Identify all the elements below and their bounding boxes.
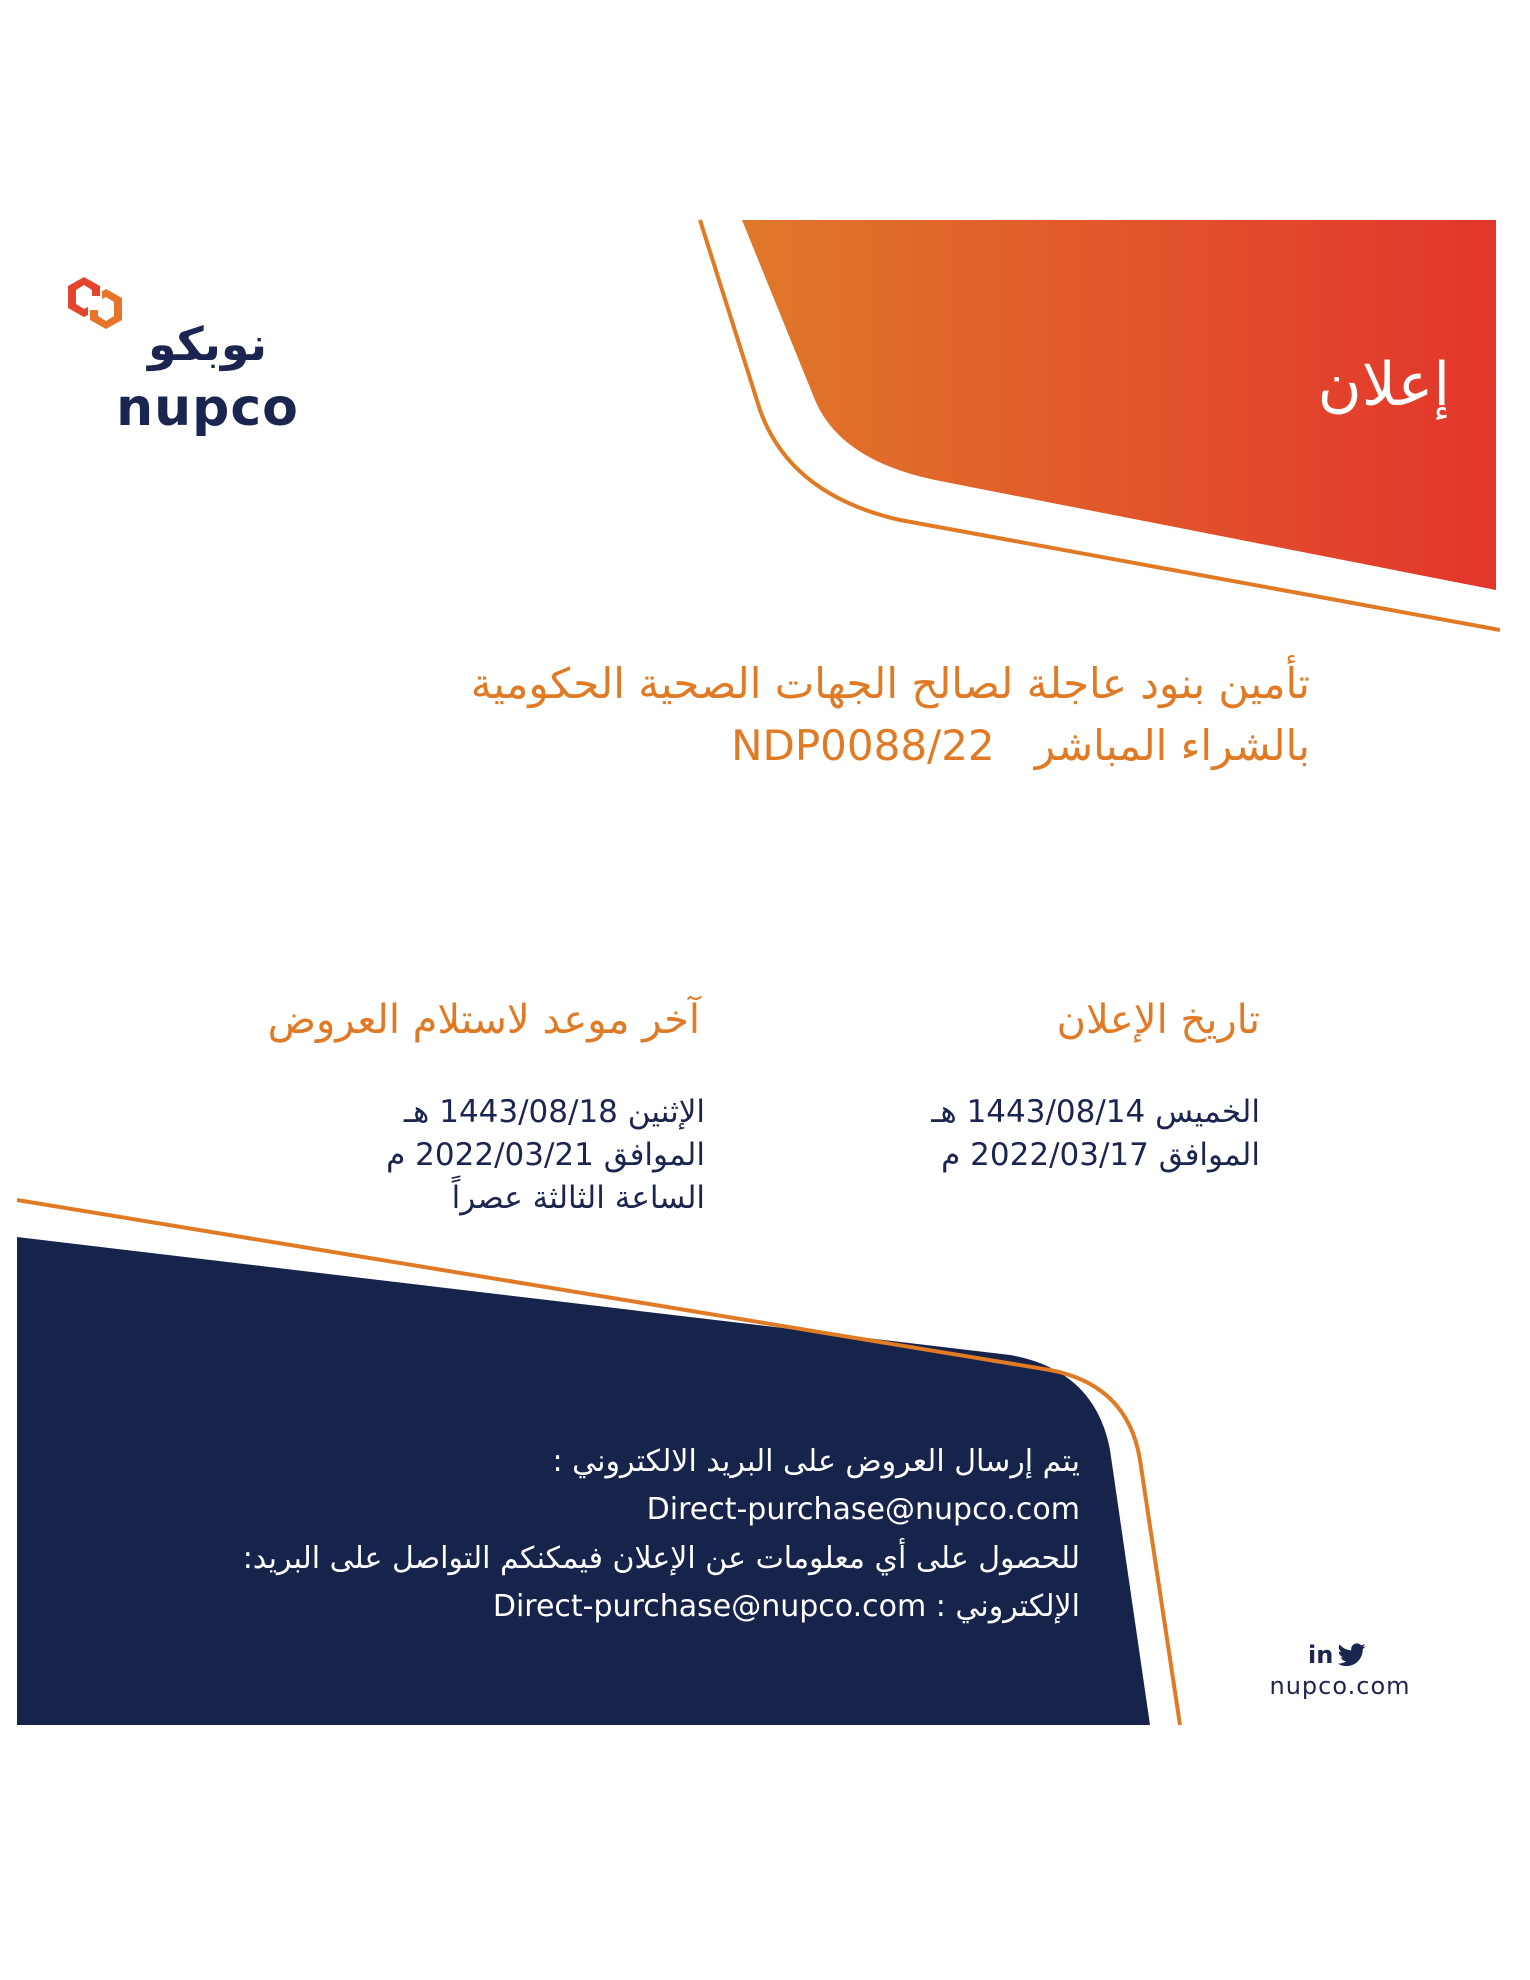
announcement-date-heading: تاريخ الإعلان bbox=[1056, 997, 1260, 1043]
deadline-heading: آخر موعد لاستلام العروض bbox=[267, 997, 700, 1043]
logo-english-name: nupco bbox=[116, 378, 299, 438]
deadline-gregorian: الموافق 2022/03/21 م bbox=[386, 1137, 705, 1173]
social-icons bbox=[1308, 1640, 1370, 1670]
tender-title-line1: تأمين بنود عاجلة لصالح الجهات الصحية الحكومية bbox=[470, 659, 1310, 708]
announcement-date-gregorian: الموافق 2022/03/17 م bbox=[941, 1137, 1260, 1173]
contact-submit-instructions: يتم إرسال العروض على البريد الالكتروني : bbox=[552, 1444, 1080, 1479]
tender-title-method: بالشراء المباشر bbox=[1034, 721, 1310, 770]
contact-info-instructions: للحصول على أي معلومات عن الإعلان فيمكنكم التواصل على البريد: bbox=[242, 1541, 1080, 1576]
announcement-banner-title: إعلان bbox=[1317, 350, 1450, 420]
tender-number: NDP0088/22 bbox=[731, 721, 995, 770]
deadline-hijri: الإثنين 1443/08/18 هـ bbox=[403, 1094, 705, 1130]
deadline-time: الساعة الثالثة عصراً bbox=[451, 1180, 705, 1216]
announcement-date-hijri: الخميس 1443/08/14 هـ bbox=[931, 1094, 1260, 1130]
contact-email-link[interactable]: Direct-purchase@nupco.com bbox=[646, 1492, 1080, 1527]
website-link[interactable]: nupco.com bbox=[1269, 1672, 1411, 1700]
twitter-icon[interactable] bbox=[1338, 1643, 1366, 1667]
logo-arabic-name: نوبكو bbox=[148, 317, 267, 371]
tender-title-line2 bbox=[300, 714, 1310, 778]
contact-info-email[interactable]: الإلكتروني : Direct-purchase@nupco.com bbox=[492, 1589, 1080, 1624]
linkedin-icon[interactable]: in bbox=[1308, 1641, 1334, 1669]
